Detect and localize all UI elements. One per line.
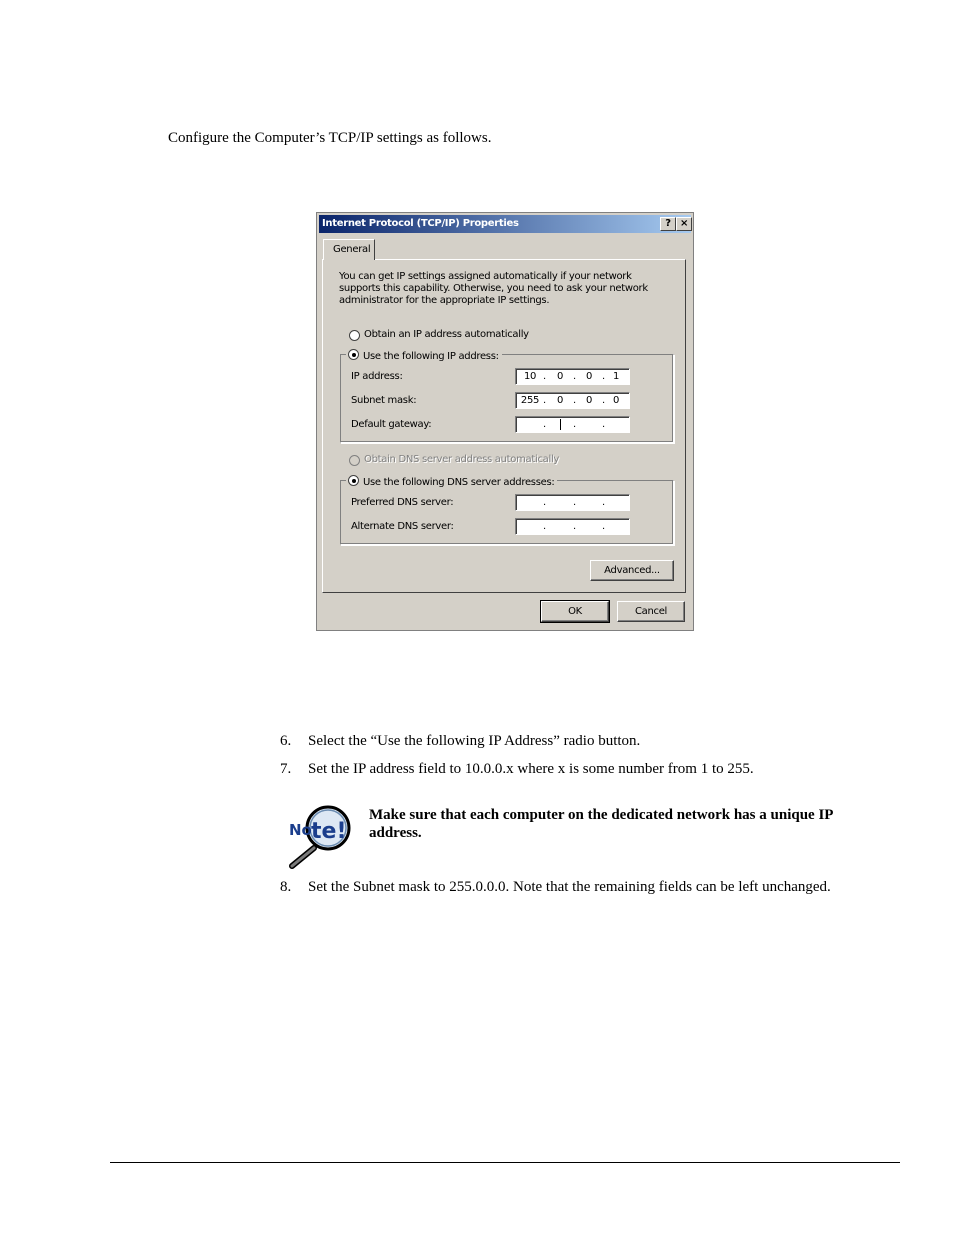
tab-general[interactable]: [323, 239, 375, 260]
use-following-ip-legend: [346, 348, 502, 362]
alternate-dns-label: Alternate DNS server:: [351, 521, 454, 532]
subnet-mask-input[interactable]: 255 . 0 . 0 . 0: [515, 392, 630, 409]
intro-text: Configure the Computer’s TCP/IP settings as follows.: [168, 130, 492, 146]
alternate-dns-input[interactable]: . . .: [515, 518, 630, 535]
subnet-mask-label: Subnet mask:: [351, 395, 417, 406]
note-magnifier-icon: [284, 804, 354, 870]
use-following-ip-radio[interactable]: [348, 349, 359, 360]
step-8: 8. Set the Subnet mask to 255.0.0.0. Note that the remaining fields can be left unchanged.: [280, 879, 831, 895]
close-button[interactable]: ×: [676, 217, 692, 231]
svg-text:te!: te!: [311, 819, 347, 844]
footer-rule: [110, 1162, 900, 1163]
use-following-dns-label: Use the following DNS server addresses:: [363, 477, 555, 488]
dialog-description: You can get IP settings assigned automatically if your network supports this capability. Otherwise, you need to ask your network administrator for the appropriate IP settings.: [339, 271, 648, 306]
obtain-ip-auto-label: Obtain an IP address automatically: [364, 329, 529, 340]
help-button[interactable]: ?: [660, 217, 676, 231]
default-gateway-input[interactable]: . . .: [515, 416, 630, 433]
default-gateway-label: Default gateway:: [351, 419, 432, 430]
preferred-dns-label: Preferred DNS server:: [351, 497, 454, 508]
dns-groupbox: [340, 480, 674, 545]
note-icon-text: No: [289, 821, 312, 839]
step-6: 6. Select the “Use the following IP Address” radio button.: [280, 733, 641, 749]
note-text: Make sure that each computer on the dedicated network has a unique IP address.: [369, 807, 833, 841]
text-cursor: [560, 419, 561, 430]
obtain-dns-auto-radio[interactable]: [349, 455, 360, 466]
preferred-dns-input[interactable]: . . .: [515, 494, 630, 511]
obtain-dns-auto-label: Obtain DNS server address automatically: [364, 454, 560, 465]
tab-general-label: General: [333, 244, 371, 255]
ip-address-input[interactable]: 10 . 0 . 0 . 1: [515, 368, 630, 385]
obtain-ip-auto-radio[interactable]: [349, 330, 360, 341]
dialog-titlebar: [319, 215, 691, 233]
use-following-dns-legend: [346, 474, 557, 488]
ok-button[interactable]: OK: [541, 601, 609, 622]
advanced-button[interactable]: Advanced...: [590, 560, 674, 581]
cancel-button[interactable]: Cancel: [617, 601, 685, 622]
use-following-dns-radio[interactable]: [348, 475, 359, 486]
step-7: 7. Set the IP address field to 10.0.0.x where x is some number from 1 to 255.: [280, 761, 754, 777]
tcpip-properties-dialog: [316, 212, 694, 631]
use-following-ip-label: Use the following IP address:: [363, 351, 499, 362]
ip-address-label: IP address:: [351, 371, 403, 382]
dialog-title: Internet Protocol (TCP/IP) Properties: [322, 218, 519, 229]
